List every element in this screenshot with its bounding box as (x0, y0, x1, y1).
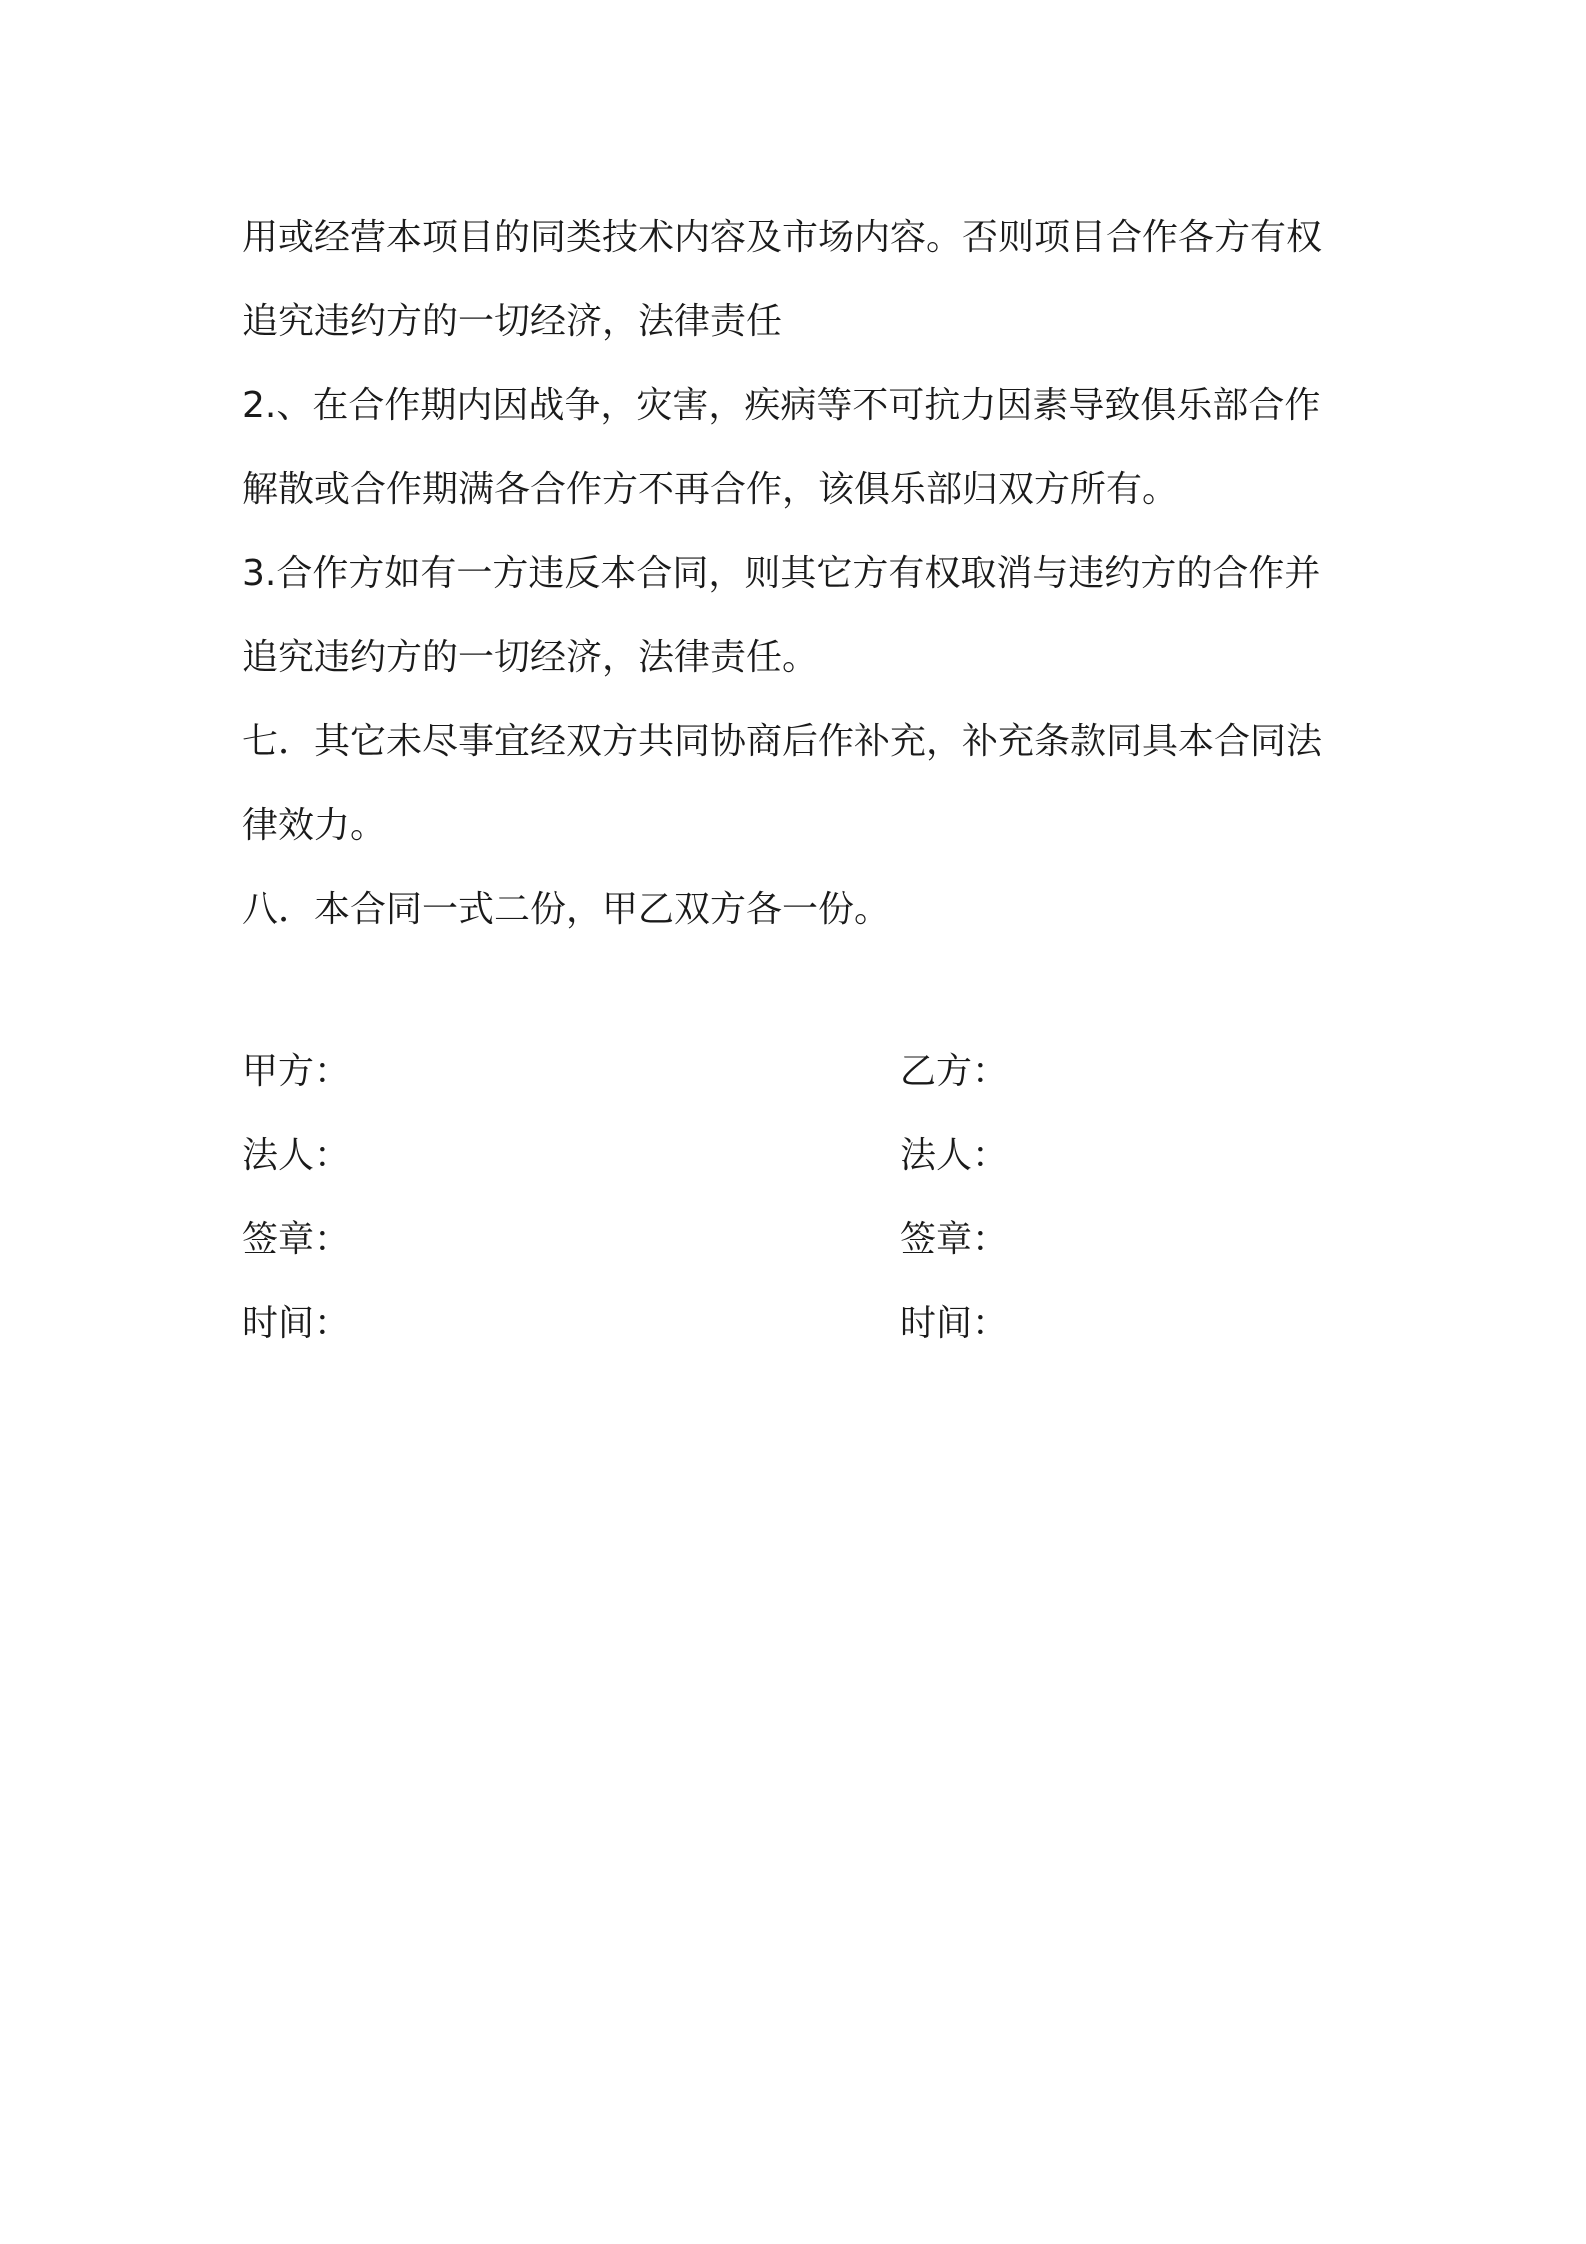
contract-line: 3.合作方如有一方违反本合同，则其它方有权取消与违约方的合作并 (242, 553, 1321, 594)
contract-line: 用或经营本项目的同类技术内容及市场内容。否则项目合作各方有权 (242, 217, 1323, 258)
party-a-seal-label: 签章： (242, 1219, 351, 1260)
contract-line: 律效力。 (242, 805, 387, 846)
contract-line: 2.、在合作期内因战争，灾害，疾病等不可抗力因素导致俱乐部合作 (242, 385, 1321, 426)
signature-row-legal-person (242, 1114, 1362, 1198)
signature-row-party (242, 1030, 1362, 1114)
party-a-date-label: 时间： (242, 1303, 351, 1344)
signature-row-date (242, 1282, 1362, 1366)
contract-line: 八．本合同一式二份，甲乙双方各一份。 (242, 889, 891, 930)
party-a-legal-person-label: 法人： (242, 1135, 351, 1176)
party-b-seal-label: 签章： (900, 1219, 1009, 1260)
contract-line: 追究违约方的一切经济，法律责任。 (242, 637, 819, 678)
signature-row-seal (242, 1198, 1362, 1282)
contract-line: 解散或合作期满各合作方不再合作，该俱乐部归双方所有。 (242, 469, 1179, 510)
party-b-label: 乙方： (900, 1051, 1009, 1092)
party-b-date-label: 时间： (900, 1303, 1009, 1344)
party-b-legal-person-label: 法人： (900, 1135, 1009, 1176)
contract-line: 追究违约方的一切经济，法律责任 (242, 301, 783, 342)
contract-body (242, 196, 1362, 952)
contract-line: 七．其它未尽事宜经双方共同协商后作补充，补充条款同具本合同法 (242, 721, 1323, 762)
party-a-label: 甲方： (242, 1051, 351, 1092)
signature-block (242, 1030, 1362, 1366)
